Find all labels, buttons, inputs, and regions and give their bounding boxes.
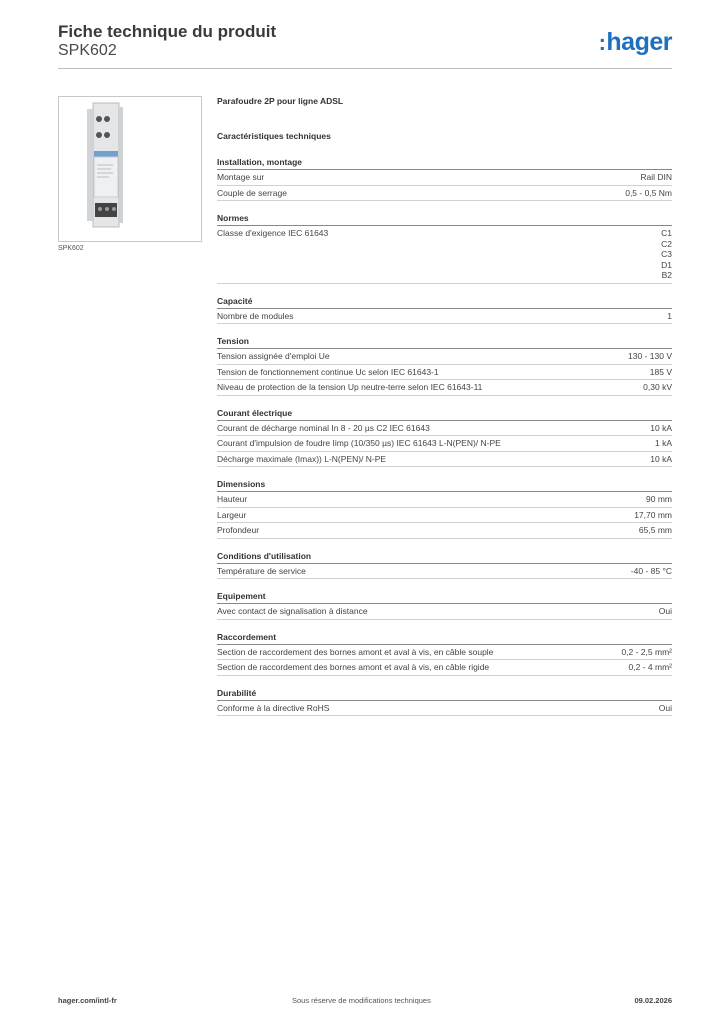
spec-section (217, 157, 672, 201)
spec-section (217, 213, 672, 284)
spec-value: Oui (658, 606, 672, 616)
spec-value: 130 - 130 V (628, 351, 672, 361)
spec-content (217, 96, 672, 716)
spec-label: Nombre de modules (217, 310, 294, 321)
spec-section (217, 688, 672, 717)
spec-label: Courant de décharge nominal In 8 - 20 µs C2 IEC 61643 (217, 422, 430, 433)
spec-row (217, 508, 672, 524)
spec-label: Largeur (217, 509, 247, 520)
spec-section (217, 336, 672, 396)
spec-value: Oui (658, 702, 672, 713)
spec-row (217, 492, 672, 508)
spec-value: 10 kA (650, 422, 672, 433)
spec-heading: Caractéristiques techniques (217, 131, 331, 141)
spec-section (217, 632, 672, 676)
spec-row (217, 604, 672, 620)
spec-value: 0,5 - 0,5 Nm (625, 187, 672, 198)
spec-row (217, 645, 672, 661)
spec-row (217, 186, 672, 202)
spec-label: Section de raccordement des bornes amont et aval à vis, en câble rigide (217, 662, 490, 672)
spec-label: Profondeur (217, 525, 260, 535)
spec-sections (217, 157, 672, 716)
spec-label: Couple de serrage (217, 187, 287, 198)
spec-label: Avec contact de signalisation à distance (217, 606, 368, 616)
page-header (58, 20, 672, 70)
spec-value: 65,5 mm (638, 525, 672, 535)
spec-row (217, 380, 672, 396)
spec-label: Tension assignée d'emploi Ue (217, 351, 330, 361)
spec-section (217, 551, 672, 580)
product-name: Parafoudre 2P pour ligne ADSL (217, 96, 344, 106)
spec-value: 185 V (649, 366, 672, 377)
spec-section (217, 591, 672, 620)
spec-value: 0,2 - 2,5 mm² (621, 646, 672, 657)
spec-value: 0,30 kV (643, 382, 672, 392)
spec-value: -40 - 85 °C (630, 565, 672, 576)
section-title: Normes (217, 213, 672, 226)
section-title: Installation, montage (217, 157, 672, 170)
section-title: Durabilité (217, 688, 672, 701)
spec-row (217, 701, 672, 717)
spec-value: 10 kA (650, 453, 672, 464)
spec-section (217, 408, 672, 468)
spec-row (217, 436, 672, 452)
spec-value: 17,70 mm (634, 509, 672, 520)
spec-row (217, 452, 672, 468)
spec-value: 1 (667, 310, 672, 321)
image-caption: SPK602 (58, 245, 84, 252)
section-title: Tension (217, 336, 672, 349)
spec-row (217, 660, 672, 676)
footer-date: 09.02.2026 (634, 996, 672, 1005)
spec-row (217, 564, 672, 580)
spec-label: Hauteur (217, 494, 248, 504)
spec-value: Rail DIN (640, 172, 672, 182)
section-title: Raccordement (217, 632, 672, 645)
spec-label: Courant d'impulsion de foudre Iimp (10/350 µs) IEC 61643 L-N(PEN)/ N-PE (217, 438, 501, 448)
spec-label: Niveau de protection de la tension Up neutre-terre selon IEC 61643-11 (217, 382, 483, 392)
page-title: Fiche technique du produit (58, 22, 277, 41)
section-title: Capacité (217, 296, 672, 309)
spec-value: C1 C2 C3 D1 B2 (661, 228, 672, 280)
spec-label: Montage sur (217, 172, 265, 182)
spec-row (217, 365, 672, 381)
spec-value: 0,2 - 4 mm² (628, 662, 672, 672)
spec-value: 90 mm (646, 494, 672, 504)
spec-row (217, 421, 672, 437)
spec-label: Conforme à la directive RoHS (217, 702, 330, 713)
spec-row (217, 523, 672, 539)
footer-disclaimer: Sous réserve de modifications techniques (292, 996, 431, 1005)
spec-row (217, 226, 672, 284)
spec-row (217, 349, 672, 365)
spec-row (217, 170, 672, 186)
footer-website: hager.com/intl-fr (58, 996, 117, 1005)
section-title: Courant électrique (217, 408, 672, 421)
spec-section (217, 479, 672, 539)
section-title: Conditions d'utilisation (217, 551, 672, 564)
header-divider (58, 68, 672, 69)
spec-label: Température de service (217, 565, 306, 576)
spec-label: Section de raccordement des bornes amont et aval à vis, en câble souple (217, 646, 494, 657)
section-title: Equipement (217, 591, 672, 604)
spec-label: Décharge maximale (Imax)) L-N(PEN)/ N-PE (217, 453, 387, 464)
spec-value: 1 kA (654, 438, 672, 448)
spec-label: Tension de fonctionnement continue Uc selon IEC 61643-1 (217, 366, 439, 377)
product-image (58, 96, 202, 242)
product-reference: SPK602 (58, 42, 117, 59)
section-title: Dimensions (217, 479, 672, 492)
spec-row (217, 309, 672, 325)
spec-label: Classe d'exigence IEC 61643 (217, 228, 329, 238)
hager-logo: :hager (598, 28, 672, 56)
spec-section (217, 296, 672, 325)
